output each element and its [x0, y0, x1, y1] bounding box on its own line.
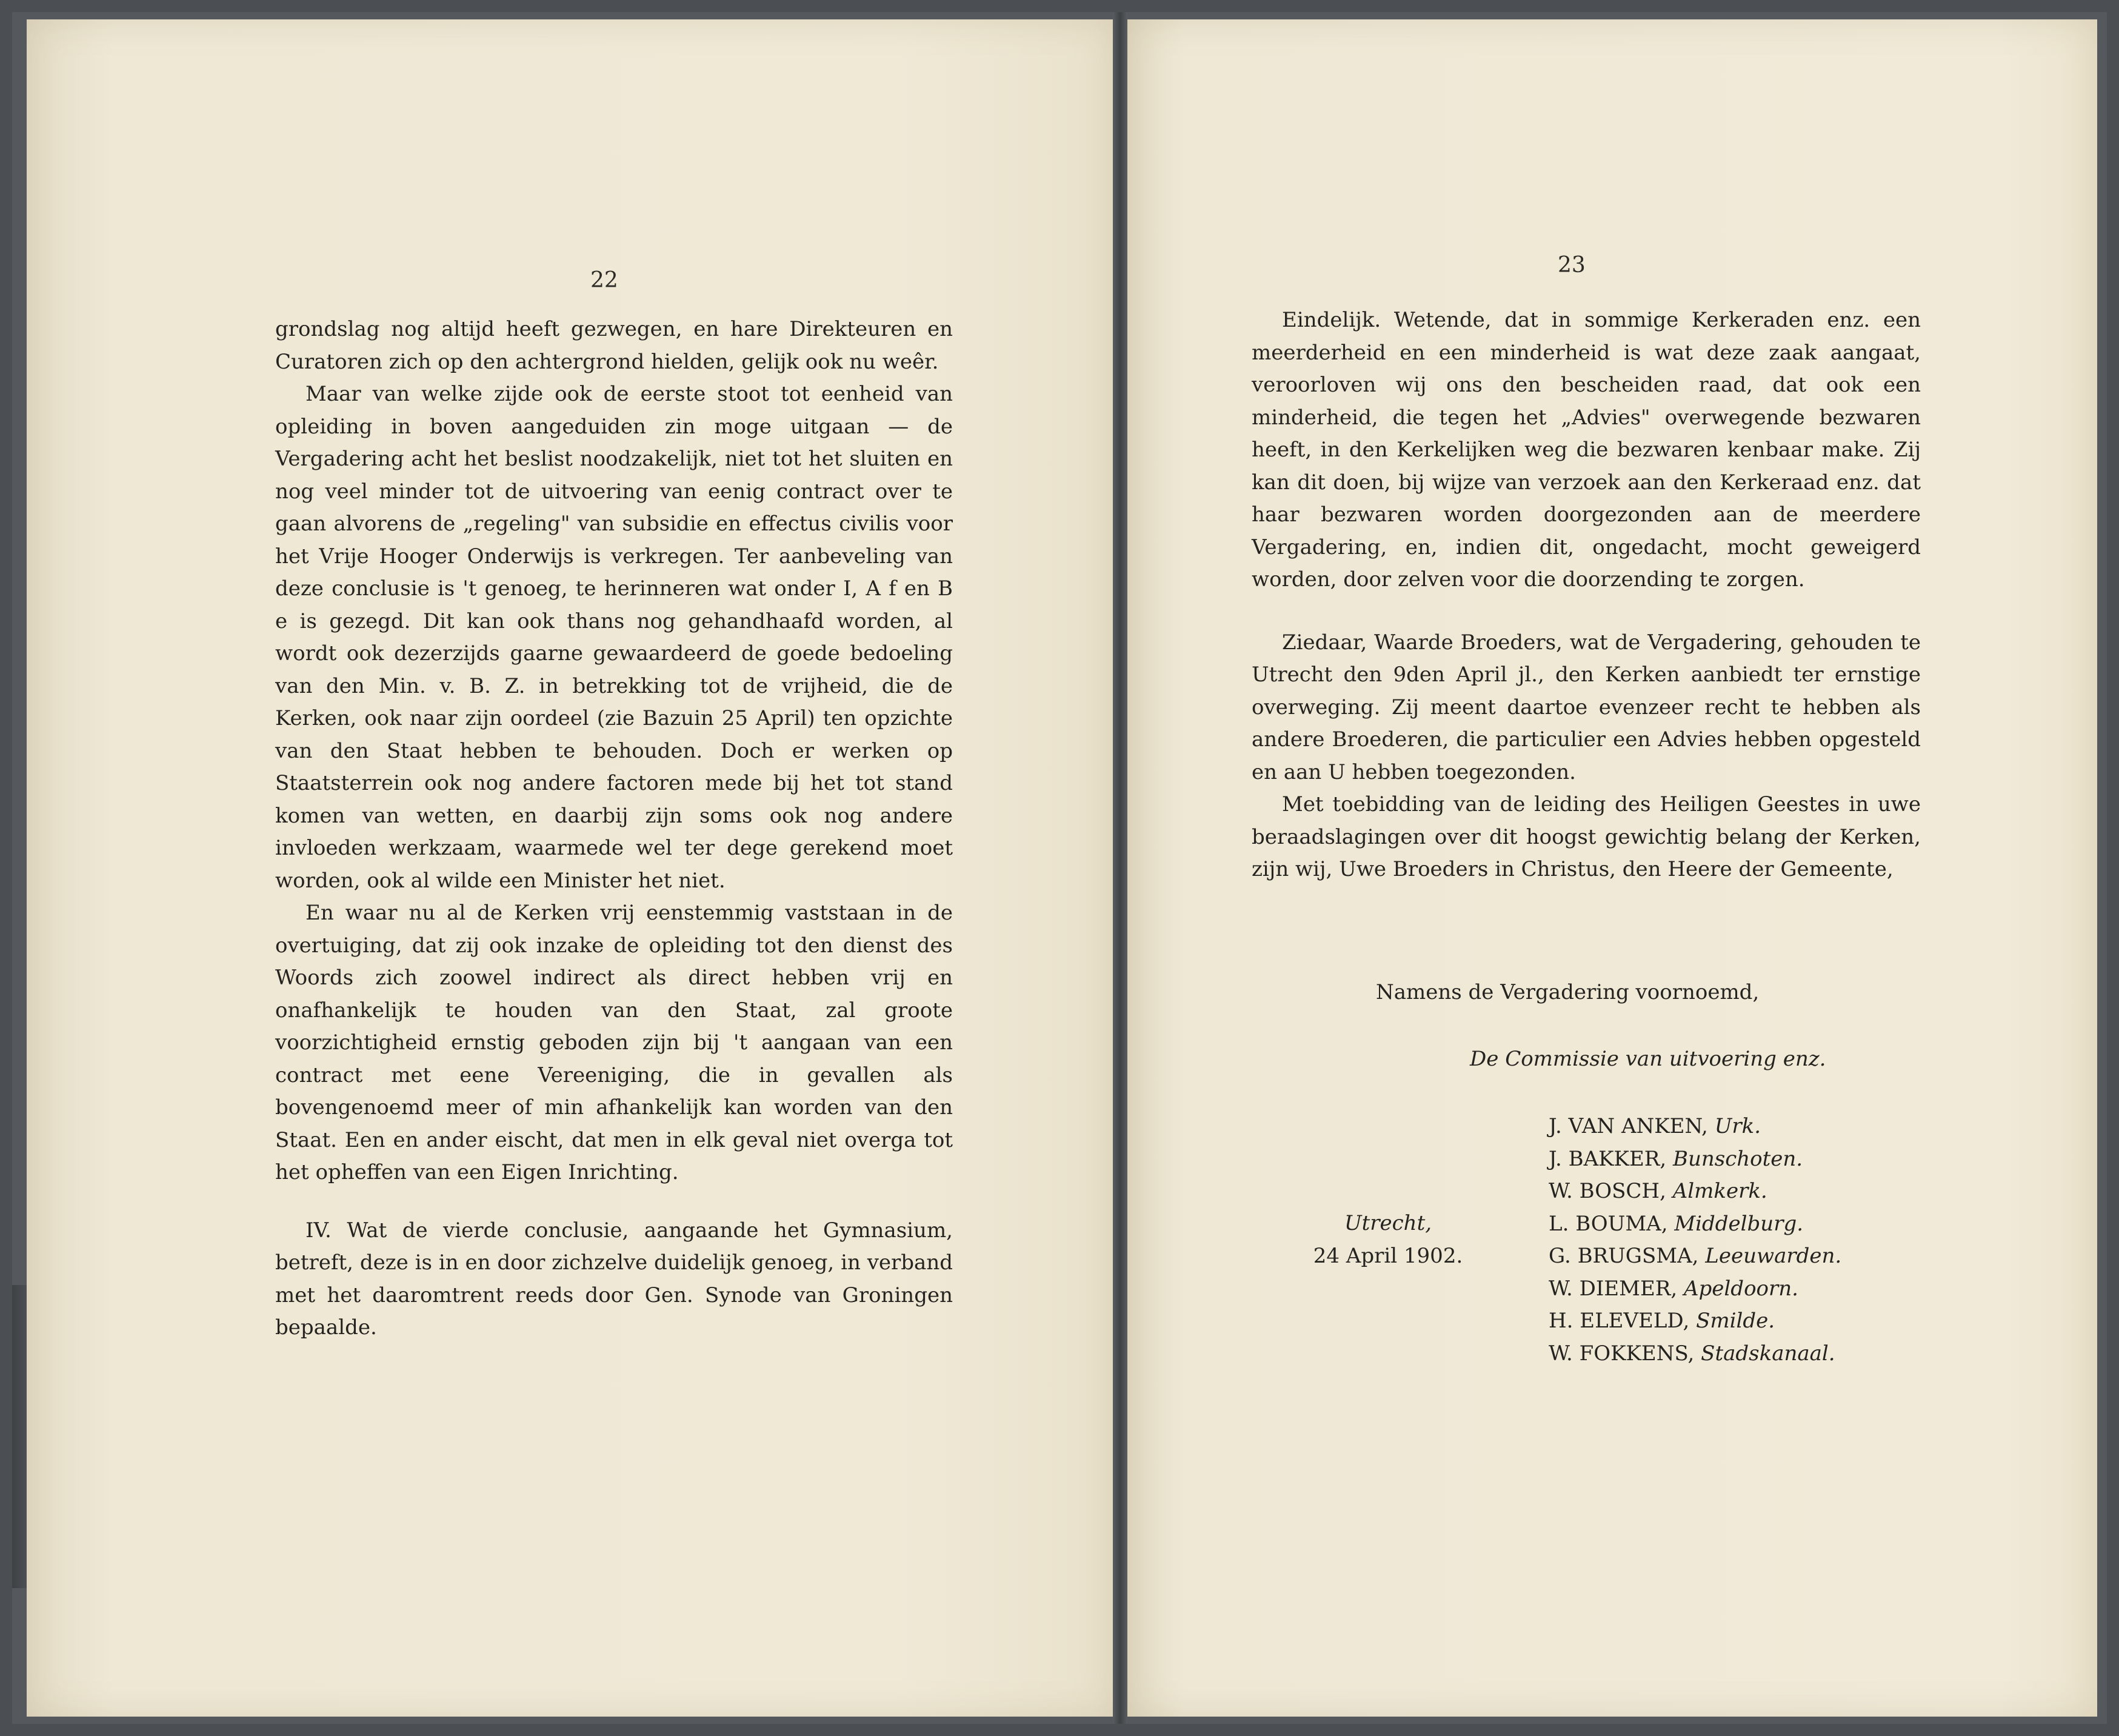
signer-town: Urk. — [1714, 1114, 1761, 1138]
signer-name: W. DIEMER, — [1549, 1276, 1678, 1301]
commission-title: De Commissie van uitvoering enz. — [1470, 1047, 1826, 1071]
signer — [1549, 1338, 1841, 1370]
page-number: 22 — [590, 268, 618, 293]
signer — [1549, 1305, 1841, 1338]
signer-town: Leeuwarden. — [1705, 1244, 1842, 1268]
signer-town: Smilde. — [1696, 1309, 1775, 1333]
paragraph: Maar van welke zijde ook de eerste stoot tot eenheid van opleiding in boven aangeduiden zin moge uitgaan — de Vergadering acht het beslist noodzakelijk, niet tot het sluiten en nog veel minder tot de uitvoering van eenig contract over te gaan alvorens de „regeling" van subsidie en effectus civilis voor het Vrije Hooger Onderwijs is verkregen. Ter aanbeveling van deze conclusie is 't genoeg, te herinneren wat onder I, A f en B e is gezegd. Dit kan ook thans nog gehandhaafd worden, al wordt ook dezerzijds gaarne gewaardeerd de goede bedoeling van den Min. v. B. Z. in betrekking tot de vrijheid, die de Kerken, ook naar zijn oordeel (zie Bazuin 25 April) ten opzichte van den Staat hebben te behouden. Doch er werken op Staatsterrein ook nog andere factoren mede bij het tot stand komen van wetten, en daarbij zijn soms ook nog andere invloeden werkzaam, waarmede wel ter dege gerekend moet worden, ook al wilde een Minister het niet. — [275, 382, 953, 893]
page-number: 23 — [1558, 253, 1586, 278]
paragraph: grondslag nog altijd heeft gezwegen, en hare Direkteuren en Curatoren zich op den achtergrond hielden, gelijk ook nu weêr. — [275, 317, 953, 374]
signer — [1549, 1273, 1841, 1306]
signer-name: W. BOSCH, — [1549, 1179, 1666, 1203]
gutter — [1113, 12, 1127, 1724]
signer — [1549, 1110, 1841, 1143]
place: Utrecht, — [1344, 1211, 1432, 1235]
signer-name: J. VAN ANKEN, — [1549, 1114, 1708, 1138]
paragraph: Eindelijk. Wetende, dat in sommige Kerkeraden enz. een meerderheid en een minderheid is wat deze zaak aangaat, veroorloven wij ons den bescheiden raad, dat ook een minderheid, die tegen het „Advies" overwegende bezwaren heeft, in den Kerkelijken weg die bezwaren kenbaar make. Zij kan dit doen, bij wijze van verzoek aan den Kerkeraad enz. dat haar bezwaren worden doorgezonden aan de meerdere Vergadering, en, indien dit, ongedacht, mocht geweigerd worden, door zelven voor die doorzending te zorgen. — [1252, 308, 1921, 592]
signer — [1549, 1208, 1841, 1241]
signer-name: H. ELEVELD, — [1549, 1309, 1690, 1333]
date: 24 April 1902. — [1313, 1243, 1463, 1268]
signer-list — [1549, 1110, 1841, 1370]
paragraph: Met toebidding van de leiding des Heiligen Geestes in uwe beraadslagingen over dit hoogst gewichtig belang der Kerken, zijn wij, Uwe Broeders in Christus, den Heere der Gemeente, — [1252, 792, 1921, 881]
place-date — [1282, 1207, 1494, 1272]
signer — [1549, 1240, 1841, 1273]
signer-town: Apeldoorn. — [1683, 1276, 1798, 1301]
paragraph: Ziedaar, Waarde Broeders, wat de Vergadering, gehouden te Utrecht den 9den April jl., den Kerken aanbiedt ter ernstige overweging. Zij meent daartoe evenzeer recht te hebben als andere Broederen, die particulier een Advies hebben opgesteld en aan U hebben toegezonden. — [1252, 630, 1921, 784]
book-spread — [12, 12, 2107, 1724]
signer — [1549, 1143, 1841, 1176]
signer-town: Stadskanaal. — [1701, 1341, 1835, 1366]
salutation: Namens de Vergadering voornoemd, — [1376, 980, 1760, 1004]
paragraph: En waar nu al de Kerken vrij eenstemmig vaststaan in de overtuiging, dat zij ook inzake de opleiding tot den dienst des Woords zich zoowel indirect als direct hebben vrij en onafhankelijk te houden van den Staat, zal groote voorzichtigheid ernstig geboden zijn bij 't aangaan van een contract met eene Vereeniging, die in gevallen als bovengenoemd meer of min afhankelijk kan worden van den Staat. Een en ander eischt, dat men in elk geval niet overga tot het opheffen van een Eigen Inrichting. — [275, 901, 953, 1184]
left-page-text — [275, 313, 953, 1344]
paragraph: IV. Wat de vierde conclusie, aangaande het Gymnasium, betreft, deze is in en door zichzelve duidelijk genoeg, in verband met het daaromtrent reeds door Gen. Synode van Groningen bepaalde. — [275, 1218, 953, 1340]
signer — [1549, 1175, 1841, 1208]
signer-town: Middelburg. — [1674, 1211, 1804, 1236]
signer-name: W. FOKKENS, — [1549, 1341, 1695, 1366]
right-page-text — [1252, 304, 1921, 886]
left-page — [27, 19, 1113, 1717]
signer-town: Almkerk. — [1672, 1179, 1767, 1203]
signer-town: Bunschoten. — [1672, 1146, 1803, 1171]
right-page — [1127, 19, 2097, 1717]
signer-name: J. BAKKER, — [1549, 1146, 1667, 1171]
signer-name: L. BOUMA, — [1549, 1211, 1668, 1236]
signer-name: G. BRUGSMA, — [1549, 1244, 1699, 1268]
